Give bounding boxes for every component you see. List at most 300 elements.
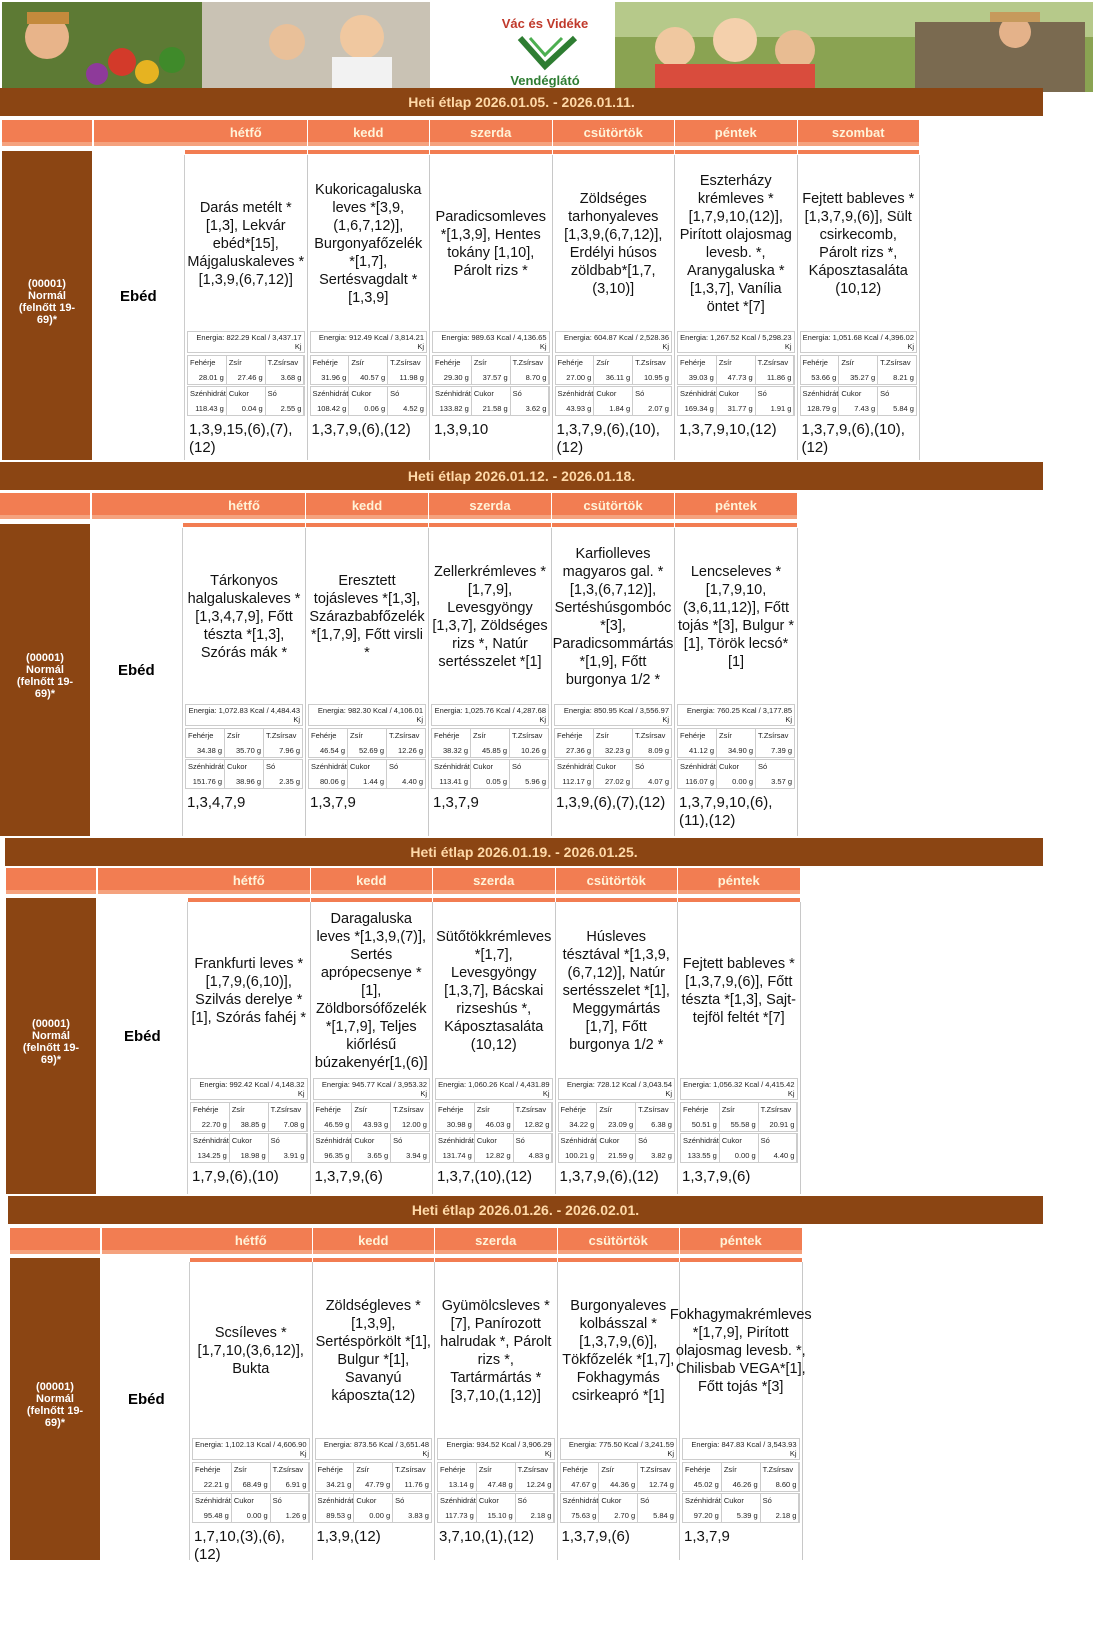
nutrient-label: Zsír bbox=[596, 358, 610, 367]
dish-text: Karfiolleves magyaros gal. *[1,3,(6,7,12)], Sertéshúsgombóc *[3], Paradicsommártás *[1,9], Főtt burgonya 1/2 * bbox=[552, 546, 674, 688]
day-header: hétfő bbox=[188, 868, 310, 894]
nutrient-value: 21.58 g bbox=[482, 404, 508, 413]
day-column bbox=[313, 1262, 436, 1560]
day-column bbox=[553, 155, 676, 460]
dish-text: Fejtett bableves *[1,3,7,9,(6)], Főtt tészta *[1,3], Sajt-tejföl feltét *[7] bbox=[681, 956, 796, 1026]
nutrient-label: Só bbox=[512, 762, 522, 771]
nutrient-label: Só bbox=[272, 1496, 282, 1505]
nutrient-cell bbox=[759, 1103, 798, 1131]
nutrition-row bbox=[558, 1102, 676, 1132]
nutrient-cell bbox=[393, 1463, 432, 1491]
nutrient-cell bbox=[801, 387, 840, 415]
allergen-codes: 1,3,7,9,(6) bbox=[682, 1168, 751, 1185]
nutrient-value: 27.00 g bbox=[566, 373, 592, 382]
nutrient-value: 2.55 g bbox=[280, 404, 302, 413]
nutrient-value: 0.00 g bbox=[732, 777, 753, 786]
day-column bbox=[675, 155, 798, 460]
nutrient-value: 2.07 g bbox=[648, 404, 669, 413]
nutrient-cell bbox=[636, 1134, 675, 1162]
nutrient-label: Zsír bbox=[233, 1465, 247, 1474]
nutrient-cell bbox=[516, 1463, 555, 1491]
nutrient-label: Cukor bbox=[476, 1136, 497, 1145]
nutrient-value: 6.91 g bbox=[285, 1480, 307, 1489]
nutrient-label: T.Zsírsav bbox=[272, 1465, 304, 1474]
nutrient-label: Szénhidrát bbox=[190, 389, 226, 398]
day-column bbox=[183, 528, 306, 836]
meal-label: Ebéd bbox=[118, 662, 155, 679]
nutrient-value: 0.00 g bbox=[734, 1151, 756, 1160]
nutrient-label: Só bbox=[760, 1136, 770, 1145]
nutrient-cell bbox=[232, 1494, 271, 1522]
nutrient-value: 4.40 g bbox=[402, 777, 423, 786]
nutrition-table bbox=[306, 704, 428, 790]
nutrient-cell bbox=[432, 760, 471, 788]
week-title: Heti étlap 2026.01.26. - 2026.02.01. bbox=[8, 1196, 1043, 1224]
nutrition-row bbox=[437, 1462, 555, 1492]
nutrient-cell bbox=[761, 1494, 800, 1522]
day-header: szombat bbox=[798, 120, 920, 146]
header-spacer-left bbox=[2, 120, 92, 146]
nutrient-cell bbox=[561, 1463, 600, 1491]
fork-knife-icon bbox=[500, 33, 590, 71]
day-column bbox=[678, 902, 801, 1194]
nutrient-label: T.Zsírsav bbox=[517, 1465, 549, 1474]
nutrient-cell bbox=[352, 1103, 391, 1131]
nutrient-label: Szénhidrát bbox=[680, 762, 716, 771]
nutrition-row bbox=[308, 728, 426, 758]
nutrient-label: Szénhidrát bbox=[680, 389, 716, 398]
nutrient-label: Szénhidrát bbox=[193, 1136, 229, 1145]
nutrient-cell bbox=[264, 729, 303, 757]
energy-value: Energia: 850.95 Kcal / 3,556.97 Kj bbox=[554, 704, 672, 726]
energy-value: Energia: 1,072.83 Kcal / 4,484.43 Kj bbox=[185, 704, 303, 726]
nutrient-value: 22.21 g bbox=[203, 1480, 229, 1489]
nutrient-cell bbox=[225, 760, 264, 788]
nutrient-label: T.Zsírsav bbox=[635, 731, 666, 740]
nutrient-value: 11.86 g bbox=[767, 373, 792, 382]
nutrient-cell bbox=[475, 1134, 514, 1162]
nutrient-cell bbox=[438, 1494, 477, 1522]
nutrient-cell bbox=[839, 356, 878, 384]
nutrient-label: Só bbox=[270, 1136, 280, 1145]
nutrient-label: Fehérje bbox=[188, 731, 214, 740]
nutrient-label: Szénhidrát bbox=[438, 1136, 474, 1145]
nutrient-value: 75.63 g bbox=[571, 1511, 597, 1520]
nutrient-label: T.Zsírsav bbox=[395, 1465, 426, 1474]
nutrition-row bbox=[682, 1462, 800, 1492]
nutrient-cell bbox=[311, 356, 350, 384]
nutrition-row bbox=[560, 1493, 678, 1523]
nutrient-label: T.Zsírsav bbox=[512, 358, 544, 367]
nutrient-cell bbox=[878, 387, 917, 415]
nutrient-cell bbox=[511, 387, 550, 415]
nutrient-label: Fehérje bbox=[802, 358, 828, 367]
nutrient-cell bbox=[188, 387, 227, 415]
dish-text: Burgonyaleves kolbásszal *[1,3,7,9,(6)], Tökfőzelék *[1,7], Fokhagymás csirkeapró *[1] bbox=[562, 1298, 675, 1404]
dish-text: Zöldséges tarhonyaleves [1,3,9,(6,7,12)], Erdélyi húsos zöldbab*[1,7,(3,10)] bbox=[564, 191, 663, 297]
nutrient-cell bbox=[309, 729, 348, 757]
nutrition-row bbox=[680, 1102, 798, 1132]
nutrient-label: Zsír bbox=[476, 1105, 490, 1114]
nutrient-value: 2.35 g bbox=[279, 777, 300, 786]
nutrient-value: 1.91 g bbox=[770, 404, 792, 413]
nutrient-cell bbox=[594, 760, 633, 788]
nutrition-table bbox=[430, 331, 552, 417]
nutrient-label: Zsír bbox=[719, 731, 732, 740]
nutrient-value: 8.09 g bbox=[648, 746, 669, 755]
nutrient-cell bbox=[193, 1463, 232, 1491]
nutrition-row bbox=[800, 355, 918, 385]
header-spacer-meal bbox=[92, 493, 183, 519]
nutrient-cell bbox=[225, 729, 264, 757]
day-header: hétfő bbox=[190, 1228, 312, 1254]
nutrition-table bbox=[190, 1438, 312, 1524]
nutrition-row bbox=[435, 1102, 553, 1132]
nutrition-row bbox=[435, 1133, 553, 1163]
nutrient-cell bbox=[271, 1494, 310, 1522]
nutrition-table bbox=[433, 1078, 555, 1164]
nutrient-cell bbox=[878, 356, 917, 384]
nutrition-table bbox=[552, 704, 674, 790]
dish-text: Fokhagymakrémleves *[1,7,9], Pirított olajosmag levesb. *, Chilisbab VEGA*[1], Főtt tojás *[3] bbox=[669, 1307, 812, 1395]
nutrient-label: Fehérje bbox=[434, 731, 460, 740]
allergen-codes: 1,3,7,9,10,(6),(11),(12) bbox=[679, 794, 773, 829]
nutrient-value: 18.98 g bbox=[240, 1151, 266, 1160]
nutrition-row bbox=[555, 386, 673, 416]
day-column bbox=[185, 155, 308, 460]
nutrient-cell bbox=[269, 1134, 308, 1162]
nutrient-label: T.Zsírsav bbox=[757, 358, 789, 367]
nutrient-label: Cukor bbox=[473, 389, 494, 398]
nutrient-cell bbox=[436, 1134, 475, 1162]
nutrient-value: 118.43 g bbox=[195, 404, 224, 413]
header-divider bbox=[798, 150, 920, 154]
day-header: csütörtök bbox=[552, 493, 674, 519]
nutrient-cell bbox=[227, 387, 266, 415]
nutrition-table bbox=[311, 1078, 433, 1164]
nutrient-cell bbox=[472, 356, 511, 384]
nutrient-cell bbox=[388, 387, 427, 415]
nutrient-label: Szénhidrát bbox=[802, 389, 839, 398]
meal-label: Ebéd bbox=[124, 1028, 161, 1045]
day-header: hétfő bbox=[183, 493, 305, 519]
dish-text: Kukoricagaluska leves *[3,9,(1,6,7,12)], Burgonyafőzelék *[1,7], Sertésvagdalt *[1,3,9] bbox=[314, 182, 423, 306]
nutrition-table bbox=[188, 1078, 310, 1164]
nutrient-value: 6.38 g bbox=[651, 1120, 672, 1129]
nutrient-cell bbox=[316, 1463, 355, 1491]
day-header: csütörtök bbox=[558, 1228, 680, 1254]
allergen-codes: 1,3,7,(10),(12) bbox=[437, 1168, 533, 1185]
nutrient-value: 46.26 g bbox=[732, 1480, 758, 1489]
nutrient-label: Fehérje bbox=[193, 1105, 219, 1114]
nutrient-label: Zsír bbox=[841, 358, 855, 367]
allergen-codes: 1,7,9,(6),(10) bbox=[192, 1168, 279, 1185]
nutrient-label: Fehérje bbox=[562, 1465, 588, 1474]
nutrient-value: 46.54 g bbox=[319, 746, 345, 755]
nutrient-label: Cukor bbox=[231, 1136, 252, 1145]
day-header: szerda bbox=[433, 868, 555, 894]
allergen-codes: 1,3,7,9,(6),(12) bbox=[559, 1168, 659, 1185]
nutrient-label: Cukor bbox=[356, 1496, 377, 1505]
nutrient-cell bbox=[193, 1494, 232, 1522]
nutrient-cell bbox=[722, 1463, 761, 1491]
meal-label: Ebéd bbox=[128, 1391, 165, 1408]
nutrition-row bbox=[677, 386, 795, 416]
nutrient-label: Zsír bbox=[478, 1465, 492, 1474]
dish-text: Darás metélt * [1,3], Lekvár ebéd*[15], Májgaluskaleves *[1,3,9,(6,7,12)] bbox=[187, 200, 305, 288]
nutrition-table bbox=[558, 1438, 680, 1524]
nutrient-label: Zsír bbox=[473, 731, 486, 740]
energy-value: Energia: 760.25 Kcal / 3,177.85 Kj bbox=[677, 704, 795, 726]
nutrient-label: Cukor bbox=[719, 762, 740, 771]
nutrient-value: 1.44 g bbox=[363, 777, 384, 786]
nutrient-label: Só bbox=[267, 389, 277, 398]
nutrient-value: 0.04 g bbox=[241, 404, 263, 413]
energy-value: Energia: 934.52 Kcal / 3,906.29 Kj bbox=[437, 1438, 555, 1460]
nutrient-value: 3.82 g bbox=[651, 1151, 672, 1160]
nutrition-table bbox=[798, 331, 920, 417]
nutrient-value: 46.03 g bbox=[485, 1120, 511, 1129]
nutrient-cell bbox=[756, 356, 795, 384]
nutrition-row bbox=[431, 759, 549, 789]
nutrient-cell bbox=[633, 760, 672, 788]
nutrient-value: 23.09 g bbox=[608, 1120, 634, 1129]
allergen-codes: 1,3,7,9,(6),(10),(12) bbox=[801, 421, 905, 456]
nutrition-row bbox=[315, 1462, 433, 1492]
nutrient-cell bbox=[599, 1463, 638, 1491]
dish-text: Daragaluska leves *[1,3,9,(7)], Sertés aprópecsenye *[1], Zöldborsófőzelék *[1,7,9], Teljes kiőrlésű búzakenyér[1,(6)] bbox=[314, 911, 428, 1071]
nutrient-cell bbox=[594, 356, 633, 384]
energy-value: Energia: 992.42 Kcal / 4,148.32 Kj bbox=[190, 1078, 308, 1100]
day-column bbox=[311, 902, 434, 1194]
energy-value: Energia: 728.12 Kcal / 3,043.54 Kj bbox=[558, 1078, 676, 1100]
nutrient-cell bbox=[230, 1103, 269, 1131]
nutrient-value: 131.74 g bbox=[442, 1151, 472, 1160]
nutrient-label: Fehérje bbox=[557, 358, 583, 367]
nutrient-label: Szénhidrát bbox=[562, 1496, 599, 1505]
nutrient-cell bbox=[801, 356, 840, 384]
nutrient-cell bbox=[314, 1103, 353, 1131]
nutrient-label: Fehérje bbox=[317, 1465, 343, 1474]
nutrient-cell bbox=[271, 1463, 310, 1491]
nutrient-cell bbox=[720, 1134, 759, 1162]
nutrient-label: T.Zsírsav bbox=[390, 358, 421, 367]
nutrient-cell bbox=[393, 1494, 432, 1522]
dish-text: Eresztett tojásleves *[1,3], Szárazbabfőzelék *[1,7,9], Főtt virsli * bbox=[309, 573, 425, 661]
nutrient-label: Cukor bbox=[601, 1496, 622, 1505]
nutrient-label: Zsír bbox=[354, 1105, 368, 1114]
energy-value: Energia: 982.30 Kcal / 4,106.01 Kj bbox=[308, 704, 426, 726]
nutrient-cell bbox=[717, 729, 756, 757]
day-header: szerda bbox=[429, 493, 551, 519]
day-column bbox=[669, 1262, 812, 1560]
nutrient-value: 5.84 g bbox=[893, 404, 914, 413]
nutrient-cell bbox=[477, 1494, 516, 1522]
nutrient-cell bbox=[388, 356, 427, 384]
nutrient-value: 20.91 g bbox=[769, 1120, 795, 1129]
nutrient-value: 4.83 g bbox=[528, 1151, 550, 1160]
nutrient-value: 89.53 g bbox=[326, 1511, 352, 1520]
nutrient-label: Fehérje bbox=[680, 731, 706, 740]
nutrient-cell bbox=[186, 729, 225, 757]
nutrient-value: 1.26 g bbox=[285, 1511, 307, 1520]
nutrient-value: 11.98 g bbox=[399, 373, 424, 382]
day-header: kedd bbox=[308, 120, 430, 146]
nutrient-label: T.Zsírsav bbox=[512, 731, 543, 740]
nutrient-value: 134.25 g bbox=[197, 1151, 227, 1160]
nutrition-row bbox=[680, 1133, 798, 1163]
header-divider bbox=[183, 523, 305, 527]
nutrient-cell bbox=[266, 356, 305, 384]
nutrient-cell bbox=[348, 729, 387, 757]
nutrient-cell bbox=[678, 729, 717, 757]
nutrient-label: Zsír bbox=[718, 358, 732, 367]
header-divider bbox=[430, 150, 552, 154]
nutrient-cell bbox=[514, 1134, 553, 1162]
header-spacer-meal bbox=[102, 1228, 190, 1254]
nutrient-label: Cukor bbox=[721, 1136, 742, 1145]
header-spacer-meal bbox=[98, 868, 188, 894]
nutrient-cell bbox=[387, 729, 426, 757]
nutrient-cell bbox=[232, 1463, 271, 1491]
nutrient-cell bbox=[314, 1134, 353, 1162]
nutrient-value: 38.85 g bbox=[240, 1120, 266, 1129]
nutrient-value: 34.38 g bbox=[196, 746, 222, 755]
nutrient-value: 40.57 g bbox=[360, 373, 386, 382]
nutrient-label: Cukor bbox=[478, 1496, 499, 1505]
nutrient-cell bbox=[316, 1494, 355, 1522]
nutrient-cell bbox=[717, 356, 756, 384]
nutrient-label: T.Zsírsav bbox=[762, 1465, 794, 1474]
header-banner bbox=[0, 0, 1093, 92]
nutrient-cell bbox=[633, 387, 672, 415]
nutrient-cell bbox=[638, 1463, 677, 1491]
nutrient-cell bbox=[756, 729, 795, 757]
nutrient-label: Só bbox=[757, 389, 767, 398]
nutrient-label: Szénhidrát bbox=[434, 762, 470, 771]
nutrient-cell bbox=[683, 1463, 722, 1491]
day-column bbox=[435, 1262, 558, 1560]
nutrient-value: 36.11 g bbox=[605, 373, 631, 382]
nutrition-table bbox=[435, 1438, 557, 1524]
nutrition-row bbox=[677, 728, 795, 758]
nutrient-label: Szénhidrát bbox=[188, 762, 224, 771]
nutrient-value: 47.73 g bbox=[727, 373, 753, 382]
nutrient-value: 0.06 g bbox=[364, 404, 386, 413]
nutrient-cell bbox=[759, 1134, 798, 1162]
nutrient-label: Só bbox=[389, 762, 399, 771]
nutrient-label: Cukor bbox=[718, 389, 739, 398]
nutrient-cell bbox=[761, 1463, 800, 1491]
nutrient-label: T.Zsírsav bbox=[880, 358, 911, 367]
nutrient-cell bbox=[555, 760, 594, 788]
nutrient-label: Szénhidrát bbox=[317, 1496, 354, 1505]
nutrition-table bbox=[553, 331, 675, 417]
nutrient-label: Fehérje bbox=[560, 1105, 586, 1114]
header-spacer-left bbox=[0, 493, 90, 519]
nutrient-value: 47.48 g bbox=[487, 1480, 513, 1489]
day-header: kedd bbox=[313, 1228, 435, 1254]
energy-value: Energia: 1,102.13 Kcal / 4,606.90 Kj bbox=[192, 1438, 310, 1460]
allergen-codes: 1,3,9,10 bbox=[434, 421, 489, 438]
allergen-codes: 1,3,7,9 bbox=[310, 794, 356, 811]
nutrient-label: Fehérje bbox=[190, 358, 216, 367]
dish-text: Zöldségleves *[1,3,9], Sertéspörkölt *[1], Bulgur *[1], Savanyú káposzta(12) bbox=[315, 1298, 431, 1404]
nutrient-value: 44.36 g bbox=[610, 1480, 636, 1489]
energy-value: Energia: 847.83 Kcal / 3,543.93 Kj bbox=[682, 1438, 800, 1460]
day-header: hétfő bbox=[185, 120, 307, 146]
nutrition-row bbox=[308, 759, 426, 789]
energy-value: Energia: 912.49 Kcal / 3,814.21 Kj bbox=[310, 331, 428, 353]
day-column bbox=[430, 155, 553, 460]
nutrition-row bbox=[558, 1133, 676, 1163]
nutrition-row bbox=[677, 759, 795, 789]
company-logo bbox=[450, 2, 640, 92]
nutrient-value: 0.05 g bbox=[486, 777, 507, 786]
energy-value: Energia: 822.29 Kcal / 3,437.17 Kj bbox=[187, 331, 305, 353]
nutrient-label: Zsír bbox=[351, 358, 365, 367]
nutrient-label: Zsír bbox=[350, 731, 363, 740]
nutrient-cell bbox=[186, 760, 225, 788]
dish-text: Fejtett bableves *[1,3,7,9,(6)], Sült csirkecomb, Párolt rizs *, Káposztasaláta (10,12) bbox=[802, 191, 915, 297]
nutrient-cell bbox=[391, 1134, 430, 1162]
nutrient-value: 30.98 g bbox=[446, 1120, 472, 1129]
day-column bbox=[188, 902, 311, 1194]
day-column bbox=[308, 155, 431, 460]
kids-vegetables-photo bbox=[2, 2, 430, 92]
week-title: Heti étlap 2026.01.05. - 2026.01.11. bbox=[0, 88, 1043, 116]
nutrition-table bbox=[680, 1438, 802, 1524]
nutrient-cell bbox=[717, 760, 756, 788]
menu-type-label: (00001) Normál (felnőtt 19-69)* bbox=[18, 277, 76, 326]
nutrient-label: T.Zsírsav bbox=[270, 1105, 302, 1114]
nutrient-cell bbox=[269, 1103, 308, 1131]
kids-farmer-photo bbox=[615, 2, 1093, 92]
nutrient-value: 12.82 g bbox=[524, 1120, 550, 1129]
nutrition-row bbox=[677, 355, 795, 385]
nutrient-cell bbox=[559, 1103, 598, 1131]
logo-subtitle: Vendéglátó bbox=[510, 73, 580, 88]
nutrient-label: Zsír bbox=[356, 1465, 370, 1474]
nutrient-value: 50.51 g bbox=[691, 1120, 717, 1129]
nutrient-cell bbox=[594, 387, 633, 415]
nutrient-label: Szénhidrát bbox=[557, 389, 594, 398]
nutrient-value: 43.93 g bbox=[363, 1120, 389, 1129]
nutrient-value: 12.00 g bbox=[401, 1120, 427, 1129]
nutrient-value: 117.73 g bbox=[445, 1511, 474, 1520]
nutrient-cell bbox=[471, 729, 510, 757]
nutrient-cell bbox=[516, 1494, 555, 1522]
nutrition-row bbox=[310, 386, 428, 416]
dish-text: Lencseleves *[1,7,9,10,(3,6,11,12)], Főtt tojás *[3], Bulgur *[1], Török lecsó*[1] bbox=[677, 564, 795, 670]
nutrient-cell bbox=[309, 760, 348, 788]
nutrient-label: Zsír bbox=[231, 1105, 245, 1114]
nutrient-cell bbox=[597, 1103, 636, 1131]
nutrition-table bbox=[678, 1078, 800, 1164]
nutrient-value: 29.30 g bbox=[443, 373, 469, 382]
nutrient-label: Só bbox=[393, 1136, 403, 1145]
energy-value: Energia: 1,051.68 Kcal / 4,396.02 Kj bbox=[800, 331, 918, 353]
nutrient-label: Só bbox=[266, 762, 276, 771]
nutrient-value: 47.67 g bbox=[571, 1480, 597, 1489]
nutrient-cell bbox=[475, 1103, 514, 1131]
day-header: kedd bbox=[306, 493, 428, 519]
nutrition-row bbox=[431, 728, 549, 758]
header-divider bbox=[429, 523, 551, 527]
nutrition-row bbox=[190, 1102, 308, 1132]
allergen-codes: 1,3,7,9,(6),(10),(12) bbox=[556, 421, 660, 456]
nutrient-label: Cukor bbox=[351, 389, 372, 398]
